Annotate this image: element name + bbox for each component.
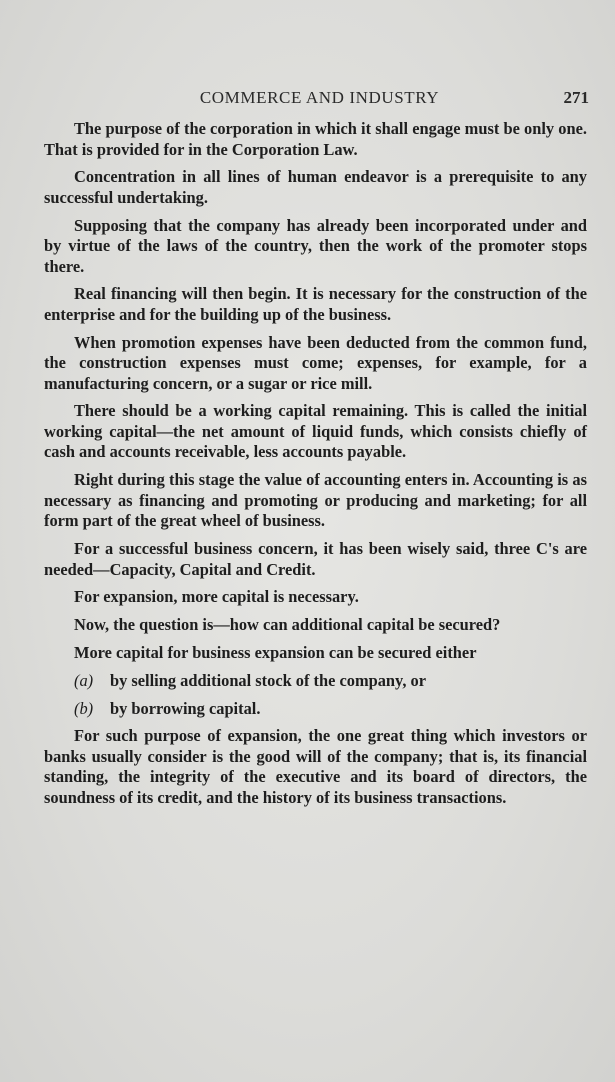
paragraph-real-financing: Real financing will then begin. It is necessary for the construction of the enterprise and for the building up of the business.	[44, 284, 587, 324]
list-item-label: (b)	[74, 698, 94, 718]
paragraph-good-will: For such purpose of expansion, the one great thing which investors or banks usually consider is the good will of the company; that is, its financial standing, the integrity of the executive and its board of directors, the soundness of its credit, and the history of its business transactions.	[44, 726, 587, 807]
paragraph-question: Now, the question is—how can additional capital be secured?	[74, 615, 501, 635]
list-item-label: (a)	[74, 670, 94, 690]
list-item-text: by selling additional stock of the company, or	[110, 670, 427, 690]
paragraph-concentration: Concentration in all lines of human endeavor is a prerequisite to any successful undertaking.	[44, 167, 587, 207]
paragraph-three-cs: For a successful business concern, it has been wisely said, three C's are needed—Capacity, Capital and Credit.	[44, 539, 587, 579]
list-item-text: by borrowing capital.	[110, 698, 261, 718]
paragraph-incorporation: Supposing that the company has already been incorporated under and by virtue of the laws of the country, then the work of the promoter stops there.	[44, 215, 587, 276]
list-item	[44, 699, 587, 720]
paragraph-expansion: For expansion, more capital is necessary.	[74, 587, 359, 607]
page-header	[44, 88, 589, 112]
paragraph-more-capital: More capital for business expansion can be secured either	[74, 642, 477, 662]
paragraph-corporation-purpose: The purpose of the corporation in which it shall engage must be only one. That is provided for in the Corporation Law.	[44, 119, 587, 159]
running-title: COMMERCE AND INDUSTRY	[199, 88, 440, 107]
page-number: 271	[563, 88, 589, 107]
list-item	[44, 671, 587, 692]
paragraph-promotion-expenses: When promotion expenses have been deducted from the common fund, the construction expenses must come; expenses, for example, for a manufacturing concern, or a sugar or rice mill.	[44, 332, 587, 393]
paragraph-accounting: Right during this stage the value of accounting enters in. Accounting is as necessary as financing and promoting or producing and marketing; for all form part of the great wheel of business.	[44, 470, 587, 531]
paragraph-working-capital: There should be a working capital remaining. This is called the initial working capital—the net amount of liquid funds, which consists chiefly of cash and accounts receivable, less accounts payable.	[44, 401, 587, 462]
body-text	[44, 119, 587, 816]
